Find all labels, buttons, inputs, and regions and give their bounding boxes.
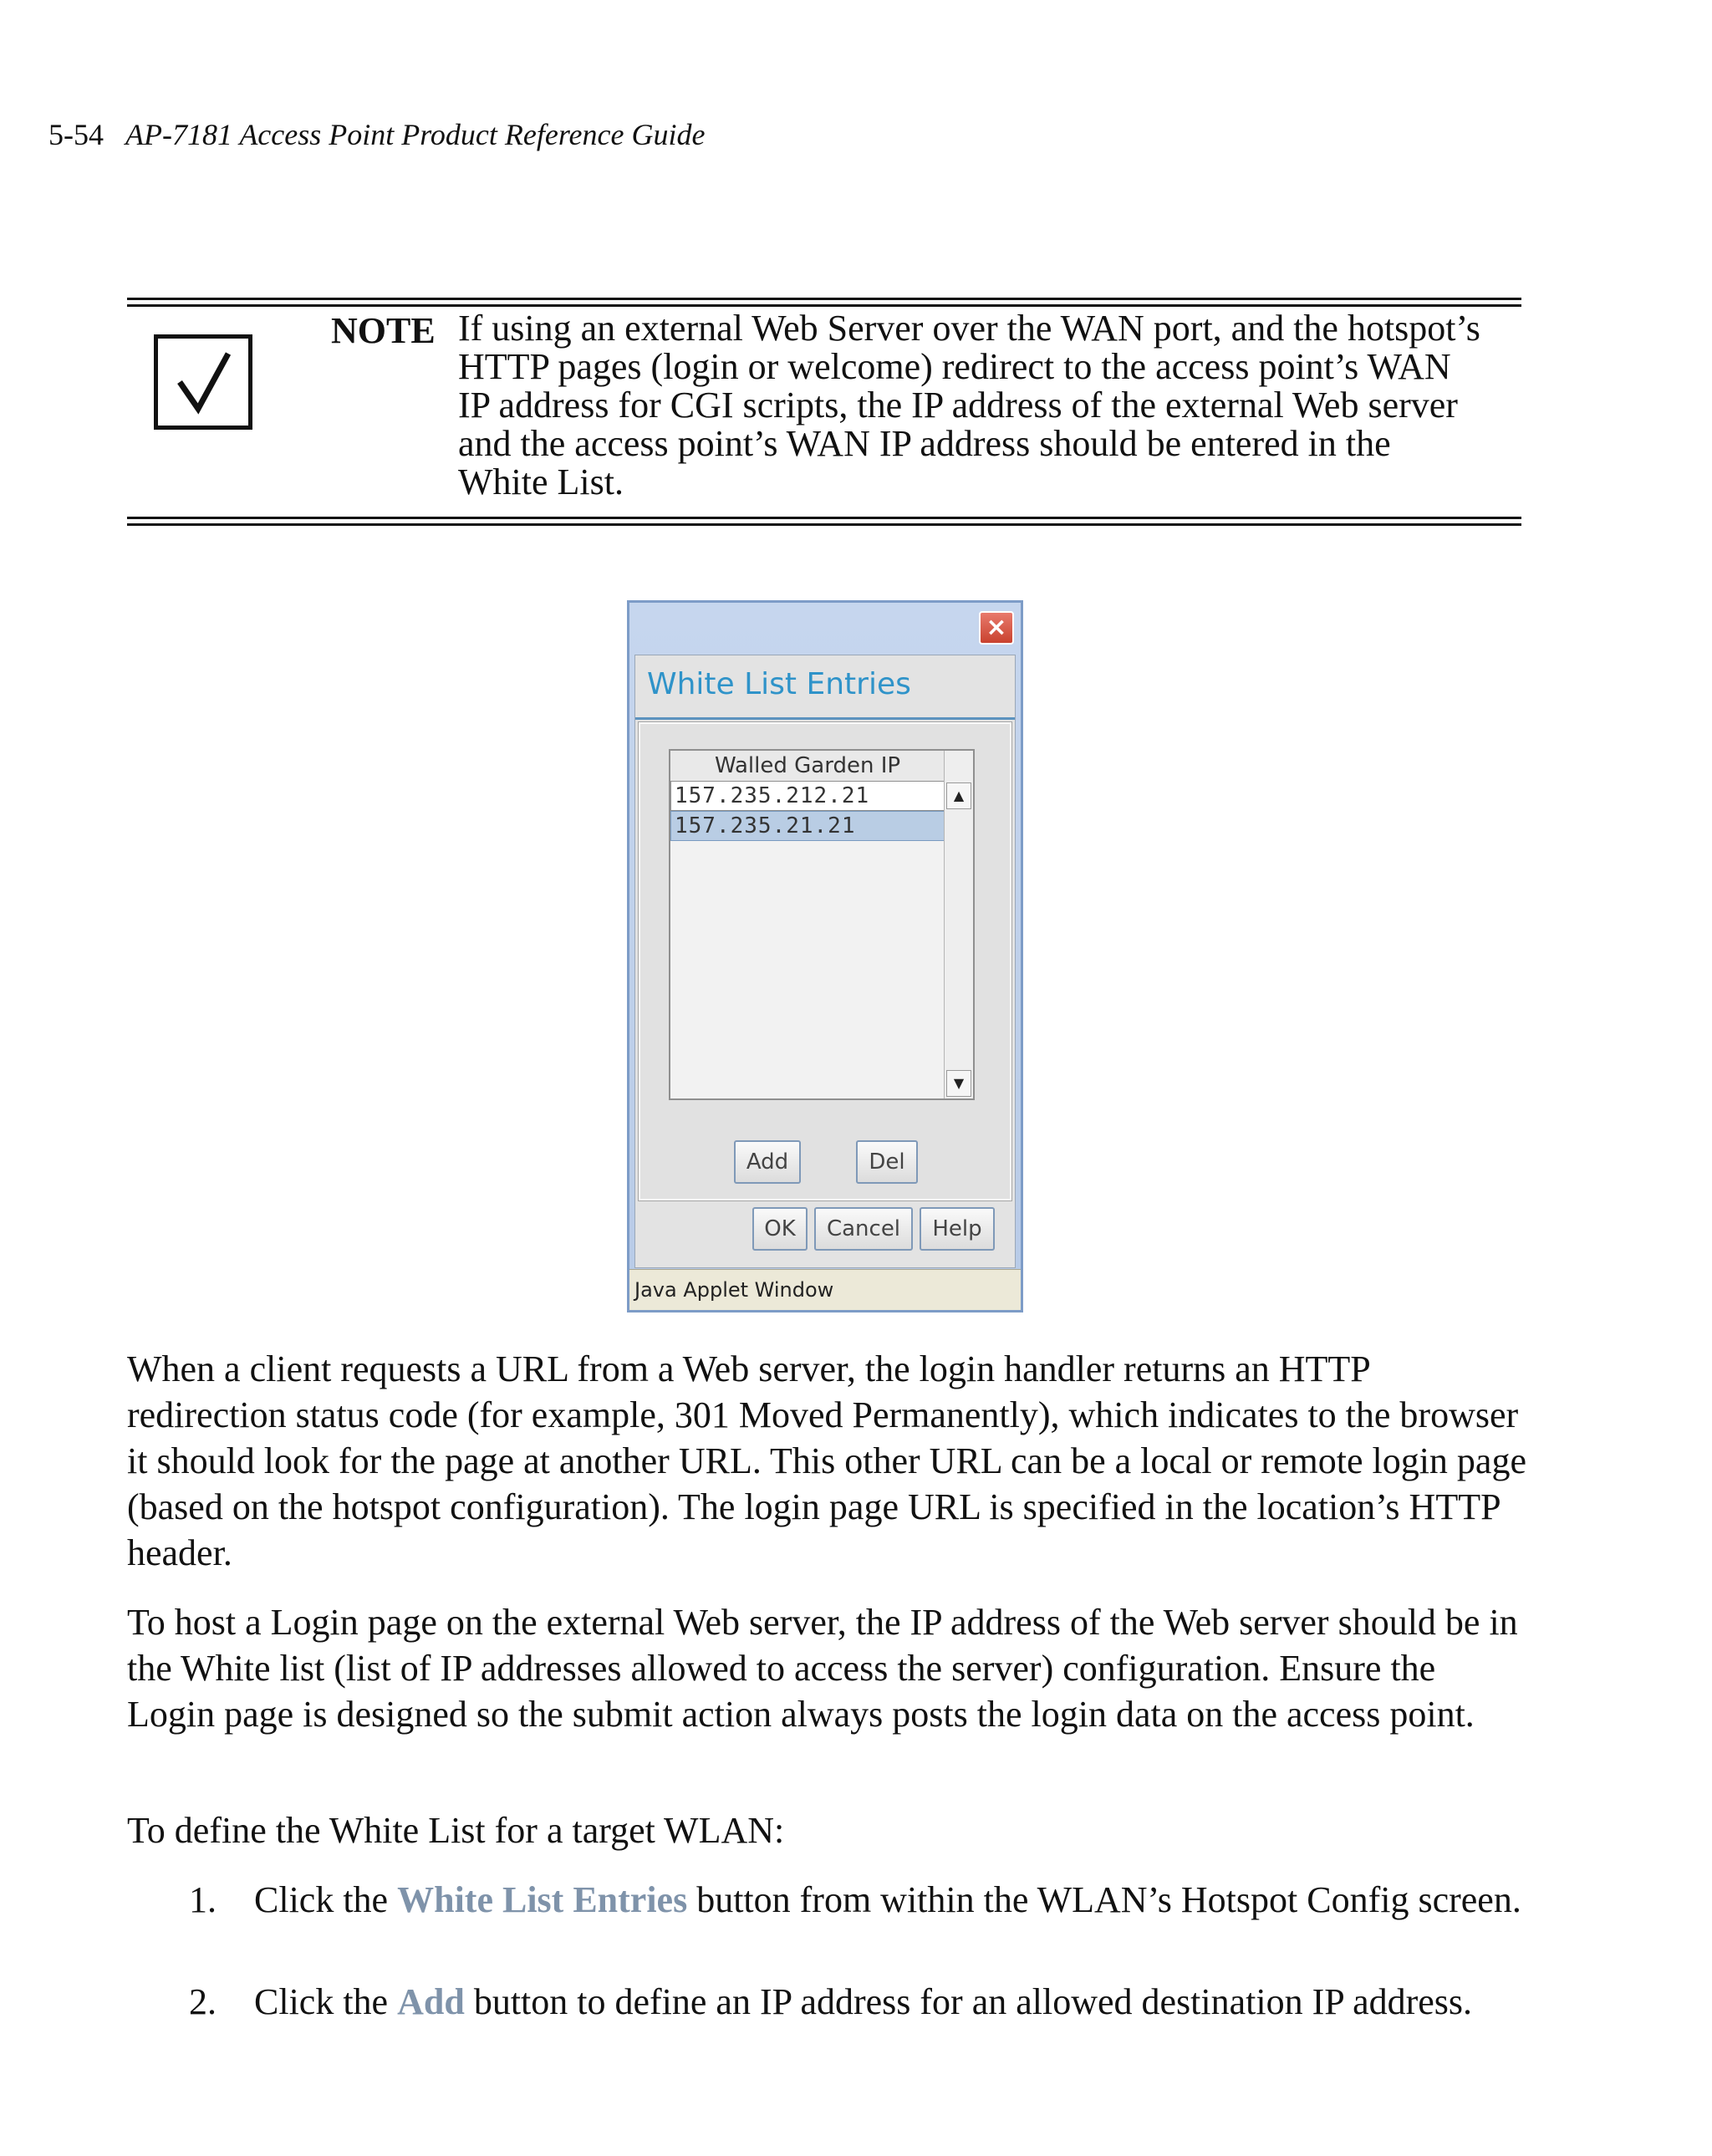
step-number: 2.: [189, 1981, 217, 2022]
step-text-pre: Click the: [254, 1879, 398, 1920]
step-text: [254, 1979, 1533, 2025]
note-label: NOTE: [331, 310, 436, 351]
add-button[interactable]: Add: [734, 1140, 801, 1184]
heading-divider: [635, 717, 1015, 720]
page-header: [48, 117, 705, 152]
step-text-pre: Click the: [254, 1981, 398, 2022]
column-header-walled-garden-ip[interactable]: Walled Garden IP: [670, 751, 945, 782]
note-top-rule: [127, 298, 1521, 300]
dialog-panel: [634, 655, 1016, 1268]
step-text-post: button from within the WLAN’s Hotspot Config screen.: [687, 1879, 1521, 1920]
ui-reference-add: Add: [397, 1981, 465, 2022]
note-text: If using an external Web Server over the WAN port, and the hotspot’s HTTP pages (login or welcome) redirect to the access point’s WAN IP address for CGI scripts, the IP address of the external Web server and the access point’s WAN IP address should be entered in the White List.: [458, 308, 1480, 502]
ui-reference-white-list-entries: White List Entries: [397, 1879, 688, 1920]
cancel-button[interactable]: Cancel: [814, 1207, 913, 1251]
page-number: 5-54: [48, 118, 104, 151]
close-icon[interactable]: ×: [979, 611, 1014, 645]
dialog-titlebar: [629, 603, 1021, 648]
paragraph-define-intro: To define the White List for a target WLAN:: [127, 1810, 785, 1851]
note-bottom-rule: [127, 517, 1521, 519]
note-bottom-rule-inner: [127, 523, 1521, 526]
white-list-dialog: [627, 600, 1023, 1312]
ok-button[interactable]: OK: [752, 1207, 808, 1251]
step-text: [254, 1877, 1533, 1923]
scroll-down-icon[interactable]: ▼: [946, 1070, 971, 1097]
paragraph-login-host: To host a Login page on the external Web server, the IP address of the Web server should be in the White list (list of IP addresses allowed to access the server) configuration. Ensure the Login page is designed so the submit action always posts the login data on the access point.: [127, 1602, 1518, 1735]
step-number: 1.: [189, 1879, 217, 1920]
dialog-heading: White List Entries: [647, 667, 911, 701]
del-button[interactable]: Del: [856, 1140, 918, 1184]
list-row[interactable]: 157.235.212.21: [670, 781, 945, 811]
scroll-up-icon[interactable]: ▲: [946, 782, 971, 809]
help-button[interactable]: Help: [920, 1207, 995, 1251]
entries-panel: [639, 722, 1011, 1200]
paragraph-redirection: When a client requests a URL from a Web server, the login handler returns an HTTP redirection status code (for example, 301 Moved Permanently), which indicates to the browser it should look for the page at another URL. This other URL can be a local or remote login page (based on the hotspot configuration). The login page URL is specified in the location’s HTTP header.: [127, 1348, 1526, 1573]
applet-status-bar: Java Applet Window: [629, 1269, 1021, 1310]
checkmark-icon: [154, 334, 252, 430]
list-scrollbar[interactable]: [944, 751, 973, 1098]
list-row-selected[interactable]: 157.235.21.21: [670, 811, 945, 841]
guide-title: AP-7181 Access Point Product Reference Guide: [125, 118, 706, 151]
step-text-post: button to define an IP address for an allowed destination IP address.: [464, 1981, 1473, 2022]
note-top-rule-inner: [127, 304, 1521, 307]
dialog-footer: [635, 1197, 1015, 1277]
walled-garden-list[interactable]: [669, 749, 975, 1100]
